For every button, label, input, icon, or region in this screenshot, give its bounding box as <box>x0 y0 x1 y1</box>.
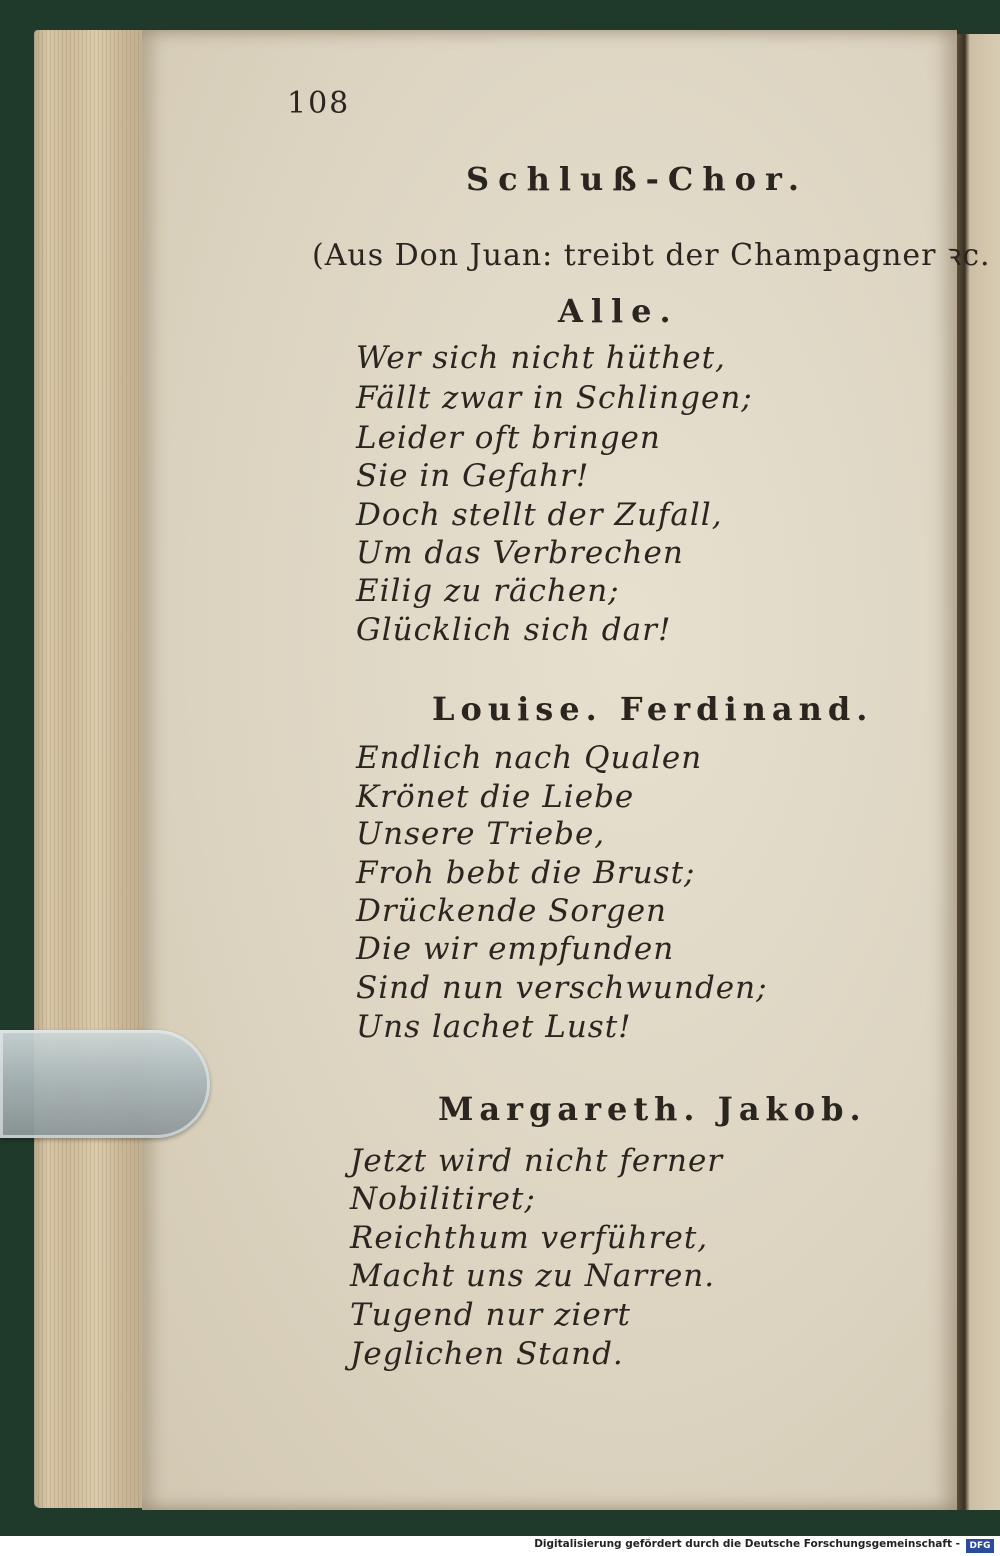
verse-line: Die wir empfunden <box>356 931 675 967</box>
verse-line: Jeglichen Stand. <box>350 1336 624 1372</box>
verse-line: Krönet die Liebe <box>356 779 635 815</box>
verse-line: Um das Verbrechen <box>356 535 684 571</box>
verse-line: Glücklich sich dar! <box>356 612 672 648</box>
verse-line: Sie in Gefahr! <box>356 458 590 494</box>
verse-line: Sind nun verschwunden; <box>356 970 768 1006</box>
verse-line: Jetzt wird nicht ferner <box>350 1143 724 1179</box>
footer-credit: Digitalisierung gefördert durch die Deutsche Forschungsgemeinschaft - <box>534 1538 960 1550</box>
subtitle: (Aus Don Juan: treibt der Champagner ꝛc. <box>312 238 991 273</box>
verse-line: Fällt zwar in Schlingen; <box>356 380 753 416</box>
verse-line: Leider oft bringen <box>356 420 661 456</box>
verse-line: Drückende Sorgen <box>356 893 668 929</box>
dfg-logo: DFG <box>966 1539 994 1553</box>
verse-line: Doch stellt der Zufall, <box>356 497 723 533</box>
verse-line: Eilig zu rächen; <box>356 573 620 609</box>
verse-line: Endlich nach Qualen <box>356 740 703 776</box>
page-number: 108 <box>287 86 351 121</box>
speaker-heading: Alle. <box>558 292 679 330</box>
verse-line: Macht uns zu Narren. <box>350 1258 716 1294</box>
speaker-heading: Margareth. Jakob. <box>438 1090 867 1128</box>
verse-line: Nobilitiret; <box>350 1181 536 1217</box>
verse-line: Reichthum verführet, <box>350 1220 709 1256</box>
speaker-heading: Louise. Ferdinand. <box>432 690 874 728</box>
verse-line: Uns lachet Lust! <box>356 1009 632 1045</box>
page-holder-clip <box>0 1030 210 1138</box>
page-title: Schluß-Chor. <box>466 160 809 198</box>
verse-line: Wer sich nicht hüthet, <box>356 340 726 376</box>
verse-line: Unsere Triebe, <box>356 816 606 852</box>
book-page-edges <box>34 30 146 1508</box>
verse-line: Tugend nur ziert <box>350 1297 631 1333</box>
verse-line: Froh bebt die Brust; <box>356 855 696 891</box>
